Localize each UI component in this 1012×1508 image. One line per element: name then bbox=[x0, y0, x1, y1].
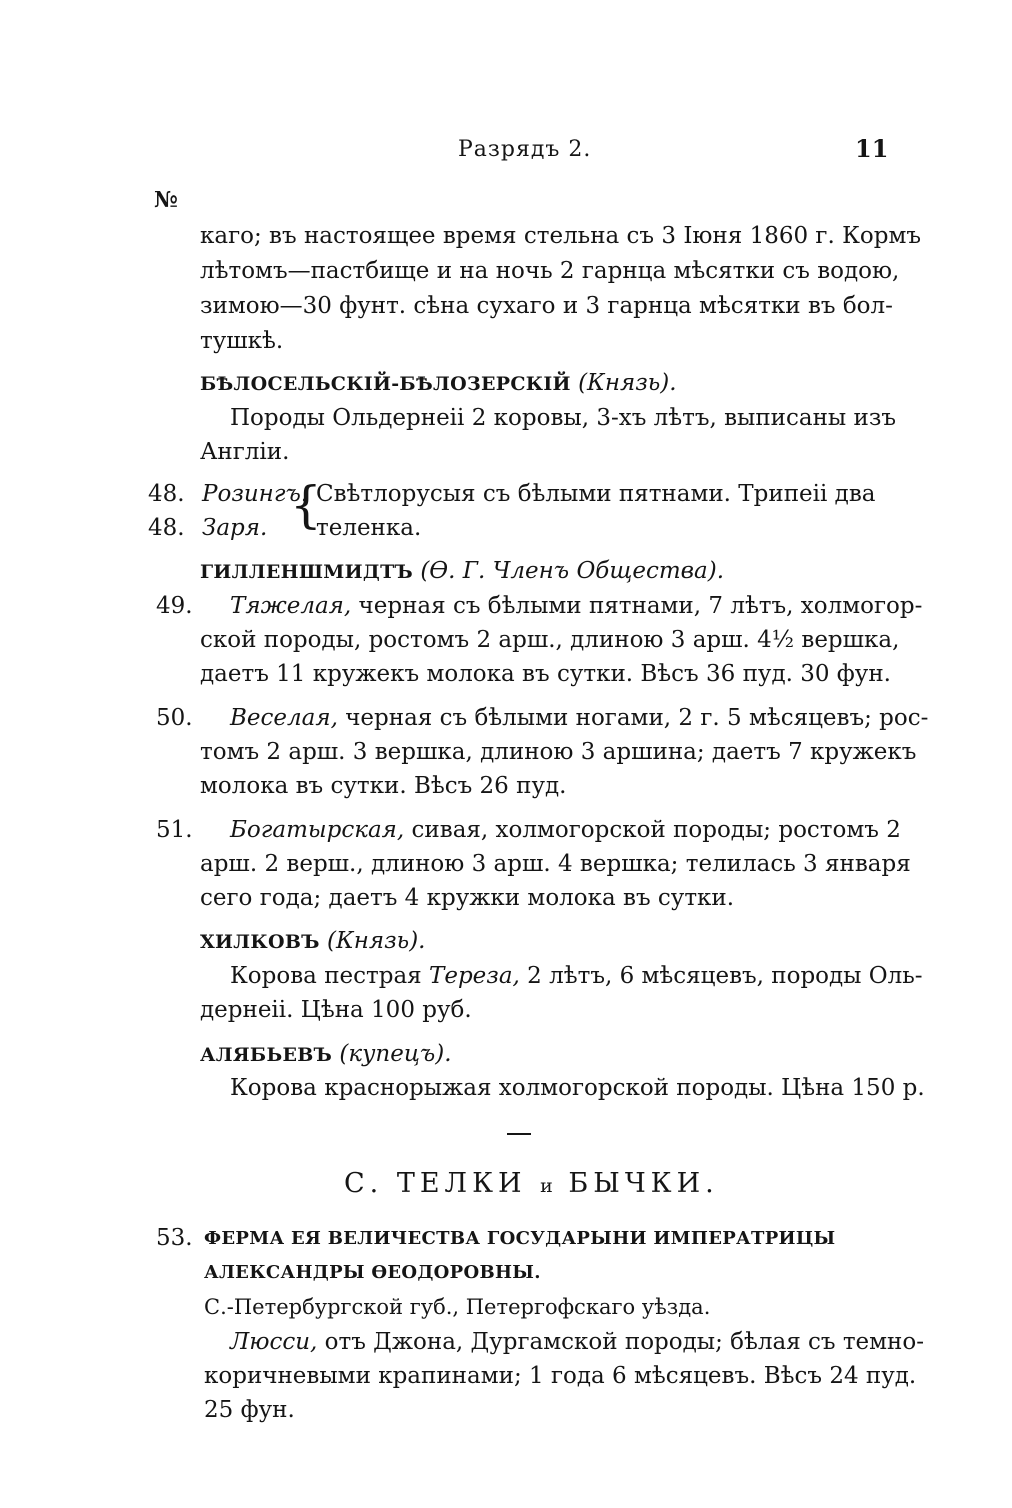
running-title: Разрядъ 2. bbox=[458, 137, 592, 162]
text-span: сивая, холмогорской породы; ростомъ 2 bbox=[404, 817, 901, 843]
text-line: лѣтомъ—пастбище и на ночь 2 гарнца мѣсятки съ водою, bbox=[200, 258, 900, 284]
text-line: Породы Ольдернеіі 2 коровы, 3-хъ лѣтъ, выписаны изъ bbox=[230, 405, 897, 431]
text-line: Свѣтлорусыя съ бѣлыми пятнами. Трипеіі два bbox=[316, 481, 876, 507]
location-line: С.-Петербургской губ., Петергофскаго уѣзда. bbox=[204, 1295, 711, 1319]
section-word: ТЕЛКИ bbox=[396, 1168, 527, 1199]
exhibitor-title: (купецъ). bbox=[339, 1041, 452, 1067]
animal-name: Богатырская, bbox=[230, 817, 405, 843]
exhibitor-heading bbox=[200, 555, 724, 588]
section-letter: С. bbox=[344, 1168, 384, 1199]
exhibitor-title: (Князь). bbox=[326, 928, 426, 954]
section-conjunction: и bbox=[540, 1175, 555, 1197]
exhibitor-name: ГИЛЛЕНШМИДТЪ bbox=[200, 561, 413, 583]
exhibitor-heading bbox=[200, 367, 677, 400]
text-line: каго; въ настоящее время стельна съ 3 Іюня 1860 г. Кормъ bbox=[200, 223, 921, 249]
page-number: 11 bbox=[855, 134, 889, 163]
text-line: арш. 2 верш., длиною 3 арш. 4 вершка; телилась 3 января bbox=[200, 851, 911, 877]
exhibitor-heading bbox=[200, 925, 426, 958]
text-line: 25 фун. bbox=[204, 1397, 295, 1423]
text-line: молока въ сутки. Вѣсъ 26 пуд. bbox=[200, 773, 567, 799]
exhibitor-title: (Князь). bbox=[578, 370, 677, 396]
text-line: сего года; даетъ 4 кружки молока въ сутки. bbox=[200, 885, 735, 911]
text-span: отъ Джона, Дургамской породы; бѣлая съ темно- bbox=[317, 1329, 925, 1355]
exhibitor-title: (Ѳ. Г. Членъ Общества). bbox=[420, 558, 725, 584]
exhibitor-name: ФЕРМА ЕЯ ВЕЛИЧЕСТВА ГОСУДАРЫНИ ИМПЕРАТРИЦЫ bbox=[204, 1228, 836, 1249]
number-sign: № bbox=[154, 187, 178, 213]
entry-number: 50. bbox=[156, 705, 193, 731]
text-line bbox=[230, 960, 923, 992]
animal-name: Розингъ. bbox=[202, 481, 309, 507]
section-heading bbox=[344, 1168, 719, 1199]
exhibitor-name: БѢЛОСЕЛЬСКІЙ-БѢЛОЗЕРСКІЙ bbox=[200, 373, 571, 395]
text-line: ской породы, ростомъ 2 арш., длиною 3 арш. 4½ вершка, bbox=[200, 627, 900, 653]
entry-number: 48. bbox=[148, 515, 185, 541]
text-line: Корова краснорыжая холмогорской породы. Цѣна 150 р. bbox=[230, 1075, 925, 1101]
text-line bbox=[230, 814, 901, 846]
animal-name: Тереза, bbox=[429, 963, 520, 989]
text-line: зимою—30 фунт. сѣна сухаго и 3 гарнца мѣсятки въ бол- bbox=[200, 293, 893, 319]
text-span: черная съ бѣлыми пятнами, 7 лѣтъ, холмогор- bbox=[351, 593, 923, 619]
exhibitor-name: АЛЕКСАНДРЫ ѲЕОДОРОВНЫ. bbox=[204, 1262, 541, 1283]
brace-glyph: { bbox=[290, 476, 322, 534]
text-line: дернеіі. Цѣна 100 руб. bbox=[200, 997, 472, 1023]
text-line bbox=[230, 702, 928, 734]
text-line: тушкѣ. bbox=[200, 328, 284, 354]
animal-name: Заря. bbox=[202, 515, 268, 541]
entry-number: 49. bbox=[156, 593, 193, 619]
animal-name: Веселая, bbox=[230, 705, 338, 731]
animal-name: Люсси, bbox=[230, 1329, 318, 1355]
exhibitor-name: ХИЛКОВЪ bbox=[200, 931, 320, 953]
text-line bbox=[230, 1326, 924, 1358]
entry-number: 53. bbox=[156, 1225, 193, 1251]
text-span: Корова пестрая bbox=[230, 963, 429, 989]
animal-name: Тяжелая, bbox=[230, 593, 352, 619]
entry-number: 51. bbox=[156, 817, 193, 843]
text-span: 2 лѣтъ, 6 мѣсяцевъ, породы Оль- bbox=[519, 963, 923, 989]
text-line: Англіи. bbox=[200, 439, 290, 465]
exhibitor-name: АЛЯБЬЕВЪ bbox=[200, 1044, 333, 1066]
exhibitor-heading bbox=[200, 1038, 452, 1071]
divider-rule bbox=[507, 1133, 531, 1135]
text-line bbox=[230, 590, 922, 622]
section-word: БЫЧКИ. bbox=[568, 1168, 719, 1199]
text-line: томъ 2 арш. 3 вершка, длиною 3 аршина; даетъ 7 кружекъ bbox=[200, 739, 917, 765]
entry-number: 48. bbox=[148, 481, 185, 507]
text-line: даетъ 11 кружекъ молока въ сутки. Вѣсъ 36 пуд. 30 фун. bbox=[200, 661, 891, 687]
text-line: коричневыми крапинами; 1 года 6 мѣсяцевъ. Вѣсъ 24 пуд. bbox=[204, 1363, 917, 1389]
text-span: черная съ бѣлыми ногами, 2 г. 5 мѣсяцевъ; рос- bbox=[337, 705, 929, 731]
text-line: теленка. bbox=[316, 515, 422, 541]
